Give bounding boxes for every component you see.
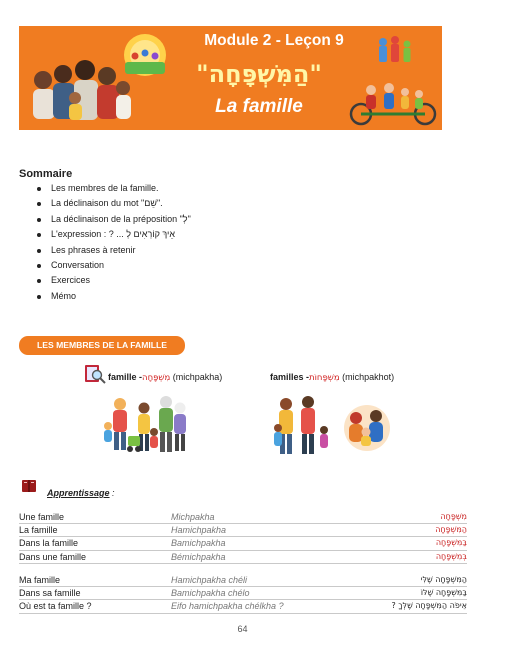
table-row xyxy=(19,574,467,587)
hebrew-cell: בַּמִּשְׁפָּחָה שֶׁלּוֹ xyxy=(420,588,467,598)
french-title: La famille xyxy=(215,96,303,117)
vocab-singular xyxy=(108,372,222,383)
family-silhouettes-icon xyxy=(375,36,417,64)
transliteration-cell: Hamichpakha chéli xyxy=(171,575,248,585)
toc-item: Mémo xyxy=(36,289,191,304)
sommaire-list xyxy=(36,181,191,304)
toc-item: Les membres de la famille. xyxy=(36,181,191,196)
hebrew-cell: הַמִּשְׁפָּחָה xyxy=(435,525,467,535)
hebrew-cell: בְּמִשְׁפָּחָה xyxy=(435,551,467,561)
lesson-banner xyxy=(19,26,442,130)
table-row xyxy=(19,524,467,537)
toc-item: Les phrases à retenir xyxy=(36,243,191,258)
transliteration-cell: Michpakha xyxy=(171,512,215,522)
toc-item: L'expression : ? ... אֵיךְ קוֹרְאִים לְ xyxy=(36,227,191,242)
module-title: Module 2 - Leçon 9 xyxy=(204,32,344,49)
vocab-singular-translit: (michpakha) xyxy=(170,372,223,382)
table-row xyxy=(19,537,467,550)
vocab-singular-he: מִשְׁפָּחָה xyxy=(142,373,171,383)
section-heading: LES MEMBRES DE LA FAMILLE xyxy=(19,336,185,355)
table-row xyxy=(19,551,467,564)
apprentissage-label xyxy=(47,488,115,498)
vocab-table-2 xyxy=(19,574,467,614)
vocab-plural-he: מִשְׁפָּחוֹת xyxy=(309,373,340,383)
sommaire-title: Sommaire xyxy=(19,168,73,180)
book-icon xyxy=(21,478,37,494)
french-cell: Une famille xyxy=(19,512,65,522)
toc-item: La déclinaison du mot "שֵׁם". xyxy=(36,196,191,211)
family-hug-illustration xyxy=(338,404,396,452)
french-cell: Dans une famille xyxy=(19,551,87,562)
transliteration-cell: Bamichpakha xyxy=(171,538,226,549)
parents-children-illustration xyxy=(272,392,334,458)
vocab-plural-translit: (michpakhot) xyxy=(339,372,395,382)
hebrew-cell: הַמִּשְׁפָּחָה שֶׁלִּי xyxy=(420,575,467,584)
vocab-plural-fr: familles xyxy=(270,372,304,382)
hebrew-cell: בַּמִּשְׁפָּחָה xyxy=(435,538,467,548)
table-row xyxy=(19,511,467,524)
french-cell: La famille xyxy=(19,525,58,536)
french-cell: Dans sa famille xyxy=(19,588,81,599)
french-cell: Où est ta famille ? xyxy=(19,601,92,612)
family-photo-illustration xyxy=(23,56,133,128)
transliteration-cell: Bémichpakha xyxy=(171,551,226,562)
page-number: 64 xyxy=(237,624,248,634)
table-row xyxy=(19,600,467,613)
apprentissage-colon: : xyxy=(109,488,115,498)
extended-family-illustration xyxy=(100,392,192,458)
toc-item: Conversation xyxy=(36,258,191,273)
family-bicycle-illustration xyxy=(349,78,439,126)
family-sun-logo xyxy=(121,32,169,78)
transliteration-cell: Hamichpakha xyxy=(171,525,227,536)
french-cell: Ma famille xyxy=(19,575,61,585)
hebrew-cell: אֵיפֹה הַמִּשְׁפָּחָה שֶׁלְּךָ ? xyxy=(391,601,467,611)
hebrew-cell: מִשְׁפָּחָה xyxy=(440,512,467,521)
transliteration-cell: Eifo hamichpakha chélkha ? xyxy=(171,601,284,612)
apprentissage-title: Apprentissage xyxy=(47,488,110,498)
table-row xyxy=(19,587,467,600)
vocab-plural-sep: - xyxy=(303,372,310,382)
toc-item: Exercices xyxy=(36,273,191,288)
transliteration-cell: Bamichpakha chélo xyxy=(171,588,250,599)
vocab-plural xyxy=(270,372,394,383)
dictionary-search-icon xyxy=(84,364,106,384)
toc-item: La déclinaison de la préposition "לְ" xyxy=(36,212,191,227)
hebrew-title: "הַמִּשְׁפָּחָה" xyxy=(196,60,322,88)
vocab-singular-sep: - xyxy=(136,372,143,382)
vocab-singular-fr: famille xyxy=(108,372,137,382)
vocab-table-1 xyxy=(19,511,467,564)
french-cell: Dans la famille xyxy=(19,538,79,549)
